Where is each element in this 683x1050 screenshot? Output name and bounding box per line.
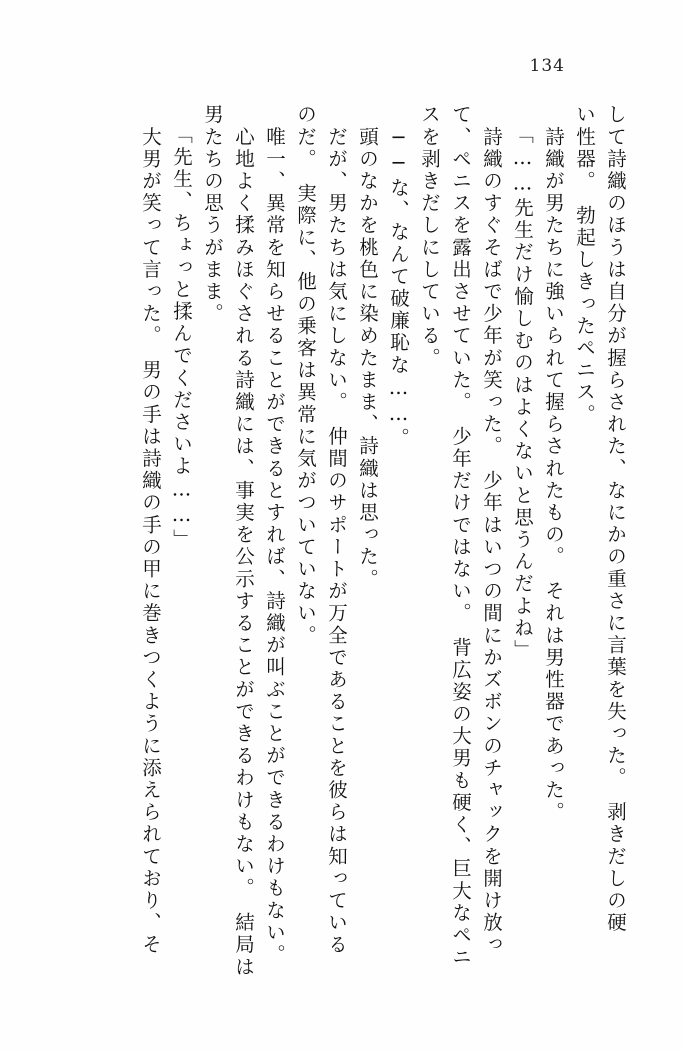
text-column: スを剥きだしにしている。 (418, 104, 441, 370)
text-column: 男たちの思うがまま。 (201, 104, 224, 325)
text-column: 頭のなかを桃色に染めたまま、詩織は思った。 (356, 104, 379, 591)
text-column: 唯一、異常を知らせることができるとすれば、詩織が叫ぶことができるわけもない。 (263, 104, 286, 966)
text-column: 心地よく揉みほぐされる詩織には、事実を公示することができるわけもない。 結局は (232, 104, 255, 979)
vertical-text-body (58, 104, 625, 984)
text-column: だが、男たちは気にしない。 仲間のサポートが万全であることを彼らは知っている (325, 104, 348, 957)
text-column: 詩織のすぐそばで少年が笑った。 少年はいつの間にかズボンのチャックを開け放っ (480, 104, 503, 957)
text-column: い性器。 勃起しきったペニス。 (573, 104, 596, 426)
text-column: のだ。 実際に、他の乗客は異常に気がついていない。 (294, 104, 317, 647)
text-column: て、ペニスを露出させていた。 少年だけではない。 背広姿の大男も硬く、巨大なペニ (449, 104, 472, 969)
text-column: して詩織のほうは自分が握らされた、なにかの重さに言葉を失った。 剥きだしの硬 (604, 104, 627, 935)
text-column: 大男が笑って言った。 男の手は詩織の手の甲に巻きつくように添えられており、そ (139, 104, 162, 957)
text-column: ──な、なんて破廉恥な……。 (387, 104, 410, 450)
page-number: 134 (529, 56, 565, 76)
text-column: 「……先生だけ愉しむのはよくないと思うんだよね」 (511, 124, 534, 662)
text-column: 詩織が男たちに強いられて握らされたもの。 それは男性器であった。 (542, 104, 565, 824)
text-column: 「先生、ちょっと揉んでくださいよ……」 (170, 124, 193, 551)
